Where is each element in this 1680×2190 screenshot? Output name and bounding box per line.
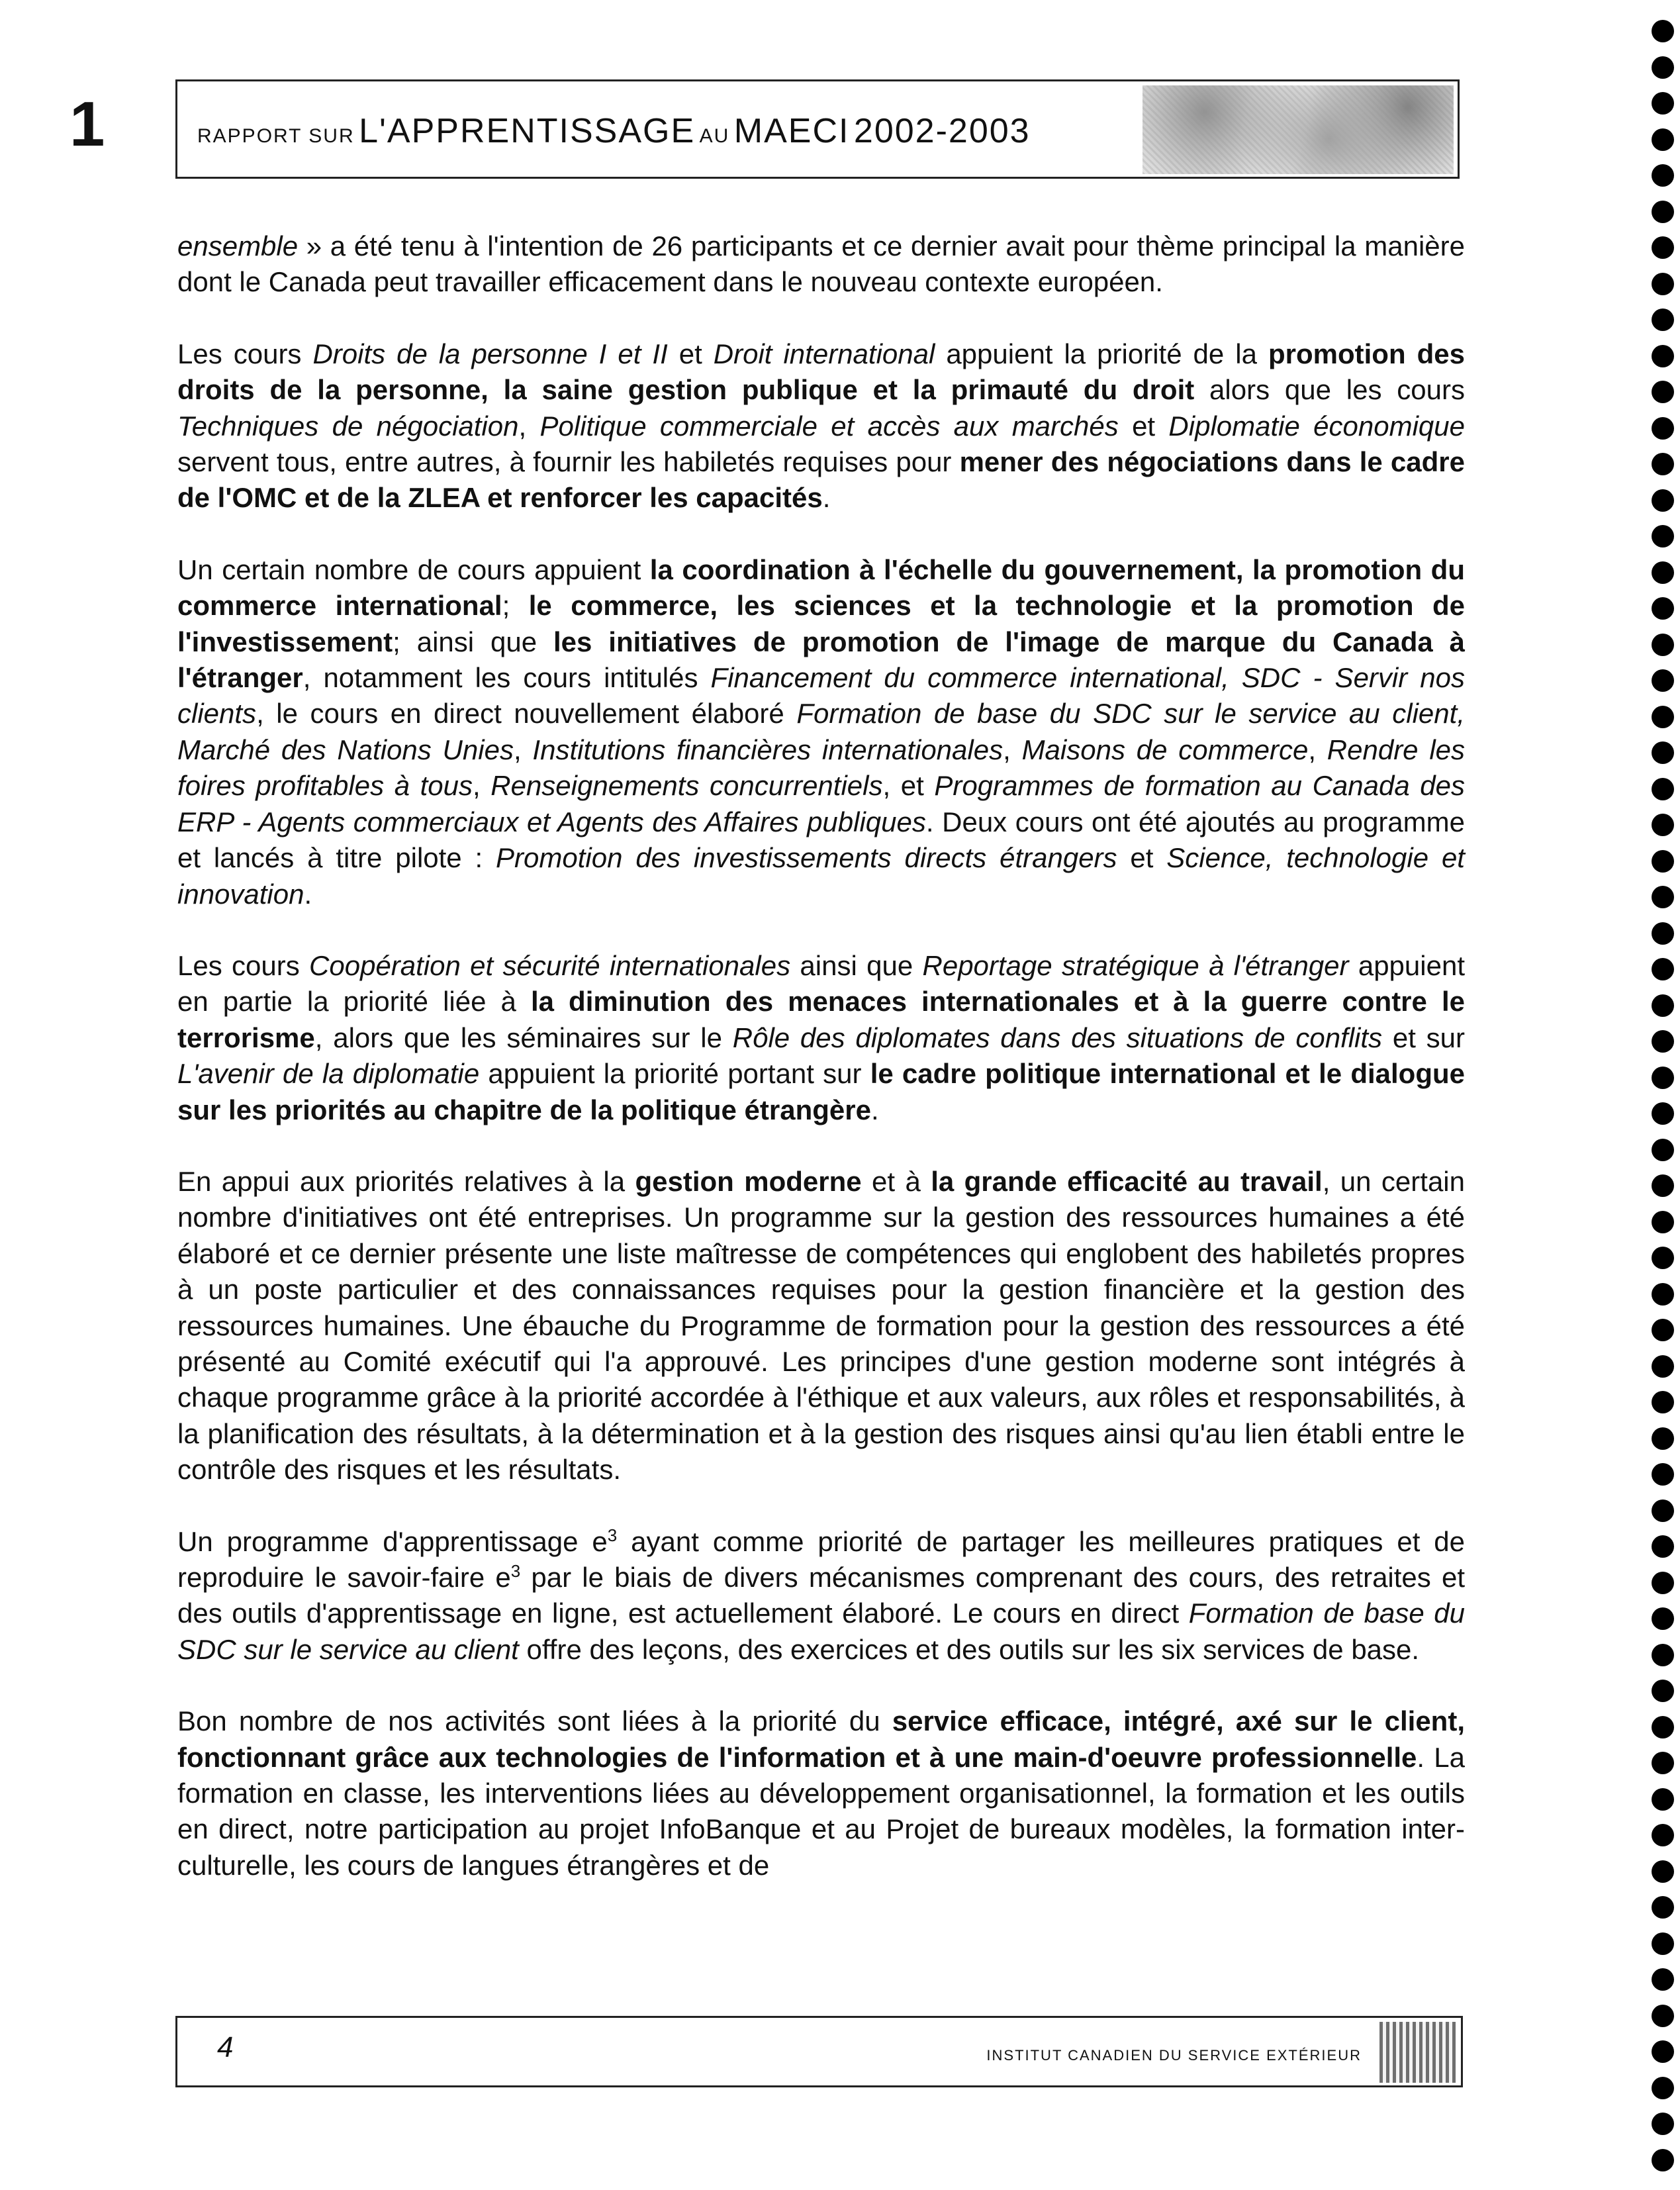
text-run: Bon nombre de nos activités sont liées à la priorité du: [177, 1705, 892, 1737]
text-run: appuient la priorité portant sur: [479, 1058, 870, 1090]
text-run: .: [870, 1094, 879, 1125]
italic-text: Institutions financières internationales: [532, 734, 1003, 765]
binding-hole: [1652, 1500, 1674, 1522]
superscript: 3: [510, 1561, 521, 1581]
binding-hole: [1652, 1139, 1674, 1161]
binding-hole: [1652, 1535, 1674, 1558]
binding-hole: [1652, 1968, 1674, 1991]
binding-hole: [1652, 1283, 1674, 1306]
text-run: ;: [502, 590, 529, 622]
binding-hole: [1652, 489, 1674, 512]
bold-text: le cadre politique international et le dialogue sur les priorités au chapitre de la politique étrangère: [177, 1058, 1465, 1125]
binding-hole: [1652, 1572, 1674, 1594]
institute-logo-icon: [1379, 2022, 1456, 2083]
binding-hole: [1652, 2005, 1674, 2027]
paragraph: [177, 552, 1465, 912]
paragraph: [177, 948, 1465, 1128]
binding-hole: [1652, 2113, 1674, 2135]
binding-hole: [1652, 814, 1674, 836]
binding-hole: [1652, 634, 1674, 656]
binding-hole: [1652, 56, 1674, 79]
binding-hole: [1652, 417, 1674, 440]
text-run: ayant comme priorité de partager les meilleures pratiques et de reproduire le savoir-faire e: [177, 1525, 1466, 1593]
text-run: et: [1117, 842, 1167, 874]
paragraph: [177, 1524, 1465, 1668]
binding-hole: [1652, 236, 1674, 259]
italic-text: Promotion des investissements directs étrangers: [496, 842, 1117, 874]
binding-hole: [1652, 1644, 1674, 1666]
binding-hole: [1652, 1788, 1674, 1811]
binding-hole: [1652, 345, 1674, 367]
text-run: appuient la priorité de la: [935, 338, 1268, 369]
binding-hole: [1652, 1067, 1674, 1089]
binding-hole: [1652, 1607, 1674, 1630]
binding-hole: [1652, 1247, 1674, 1269]
bold-text: promotion des droits de la personne, la saine gestion publique et la primauté du droit: [177, 338, 1465, 406]
binding-hole: [1652, 309, 1674, 331]
footer-institute-name: INSTITUT CANADIEN DU SERVICE EXTÉRIEUR: [986, 2047, 1362, 2064]
text-run: . La formation en classe, les interventions liées au développement organisationnel, la formation et les outils en direct, notre participation au projet InfoBanque et au Projet de bureaux modèles, la formation inter-culturelle, les cours de langues étrangères et de: [177, 1741, 1465, 1881]
italic-text: Science, technologie et innovation: [177, 842, 1465, 910]
header-org: MAECI: [733, 112, 850, 150]
text-run: et sur: [1382, 1022, 1465, 1053]
italic-text: Financement du commerce international, SDC - Servir nos clients: [177, 662, 1465, 730]
body-text: [177, 228, 1465, 1919]
italic-text: Programmes de formation au Canada des ERP - Agents commerciaux et Agents des Affaires publiques: [177, 770, 1466, 837]
text-run: , le cours en direct nouvellement élaboré: [256, 698, 797, 730]
binding-hole: [1652, 741, 1674, 764]
italic-text: Politique commerciale et accès aux marchés: [539, 410, 1119, 442]
binding-hole: [1652, 886, 1674, 908]
binding-hole: [1652, 778, 1674, 800]
text-run: » a été tenu à l'intention de 26 participants et ce dernier avait pour thème principal la manière dont le Canada peut travailler efficacement dans le nouveau contexte européen.: [177, 230, 1465, 298]
paragraph: [177, 1164, 1465, 1488]
text-run: et: [1118, 410, 1169, 442]
text-run: alors que les cours: [1194, 374, 1465, 406]
italic-text: Droits de la personne I et II: [312, 338, 668, 369]
bold-text: service efficace, intégré, axé sur le client, fonctionnant grâce aux technologies de l'information et à une main-d'oeuvre professionnelle: [177, 1705, 1465, 1773]
binding-hole: [1652, 1211, 1674, 1233]
text-run: Les cours: [177, 338, 313, 369]
text-run: et à: [861, 1165, 931, 1197]
italic-text: Reportage stratégique à l'étranger: [922, 949, 1349, 981]
bold-text: mener des négociations dans le cadre de l'OMC et de la ZLEA et renforcer les capacités: [177, 446, 1465, 514]
binding-hole: [1652, 994, 1674, 1017]
text-run: servent tous, entre autres, à fournir les habiletés requises pour: [177, 446, 960, 478]
binding-hole: [1652, 706, 1674, 728]
binding-hole: [1652, 850, 1674, 873]
page-header: [175, 79, 1460, 179]
bold-text: la diminution des menaces internationales et à la guerre contre le terrorisme: [177, 986, 1465, 1053]
italic-text: Droit international: [713, 338, 935, 369]
text-run: par le biais de divers mécanismes comprenant des cours, des retraites et des outils d'apprentissage en ligne, est actuellement élaboré. Le cours en direct: [177, 1562, 1466, 1629]
header-title-main: L'APPRENTISSAGE: [359, 112, 696, 150]
text-run: Les cours: [177, 949, 310, 981]
text-run: ,: [1308, 734, 1327, 765]
binding-hole: [1652, 201, 1674, 223]
header-decorative-texture: [1143, 85, 1454, 174]
binding-hole: [1652, 2040, 1674, 2063]
binding-hole: [1652, 958, 1674, 980]
binding-hole: [1652, 1030, 1674, 1053]
text-run: ; ainsi que: [393, 626, 553, 657]
binding-hole: [1652, 128, 1674, 151]
binding-hole: [1652, 561, 1674, 584]
binding-hole: [1652, 1319, 1674, 1341]
binding-hole: [1652, 669, 1674, 692]
text-run: offre des leçons, des exercices et des outils sur les six services de base.: [518, 1633, 1420, 1665]
page-number: 4: [217, 2031, 234, 2064]
italic-text: Renseignements concurrentiels: [490, 770, 883, 802]
binding-hole: [1652, 1860, 1674, 1883]
superscript: 3: [607, 1525, 618, 1545]
italic-text: L'avenir de la diplomatie: [177, 1058, 480, 1090]
binding-hole: [1652, 1174, 1674, 1197]
text-run: appuient en partie la priorité liée à: [177, 949, 1465, 1018]
page-footer: [175, 2016, 1463, 2087]
bold-text: le commerce, les sciences et la technologie et la promotion de l'investissement: [177, 590, 1465, 657]
bold-text: la grande efficacité au travail: [931, 1165, 1323, 1197]
binding-hole: [1652, 922, 1674, 945]
text-run: , alors que les séminaires sur le: [314, 1022, 733, 1053]
binding-hole: [1652, 1427, 1674, 1450]
italic-text: Formation de base du SDC sur le service au client, Marché des Nations Unies: [177, 698, 1465, 765]
text-run: En appui aux priorités relatives à la: [177, 1165, 635, 1197]
binding-hole: [1652, 2077, 1674, 2099]
binding-hole: [1652, 381, 1674, 403]
text-run: ainsi que: [790, 949, 923, 981]
bold-text: gestion moderne: [635, 1165, 862, 1197]
paragraph: [177, 1703, 1465, 1883]
chapter-marker: 1: [70, 89, 105, 160]
italic-text: Diplomatie économique: [1168, 410, 1465, 442]
italic-text: Rôle des diplomates dans des situations de conflits: [732, 1022, 1383, 1053]
binding-hole: [1652, 2149, 1674, 2171]
binding-hole: [1652, 597, 1674, 620]
binding-hole: [1652, 1355, 1674, 1378]
text-run: , un certain nombre d'initiatives ont été entreprises. Un programme sur la gestion des ressources humaines a été élaboré et ce dernier présente une liste maîtresse de compétences qui englobent des habiletés propres à un poste particulier et des connaissances requises pour la gestion financière et la gestion des ressources humaines. Une ébauche du Programme de formation pour la gestion des ressources a été présenté au Comité exécutif qui l'a approuvé. Les principes d'une gestion moderne sont intégrés à chaque programme grâce à la priorité accordée à l'éthique et aux valeurs, aux rôles et responsabilités, à la planification des résultats, à la détermination et à la gestion des risques ainsi qu'au lien établi entre le contrôle des risques et les résultats.: [177, 1165, 1465, 1486]
binding-hole: [1652, 1102, 1674, 1125]
text-run: , et: [882, 770, 935, 802]
binding-hole: [1652, 1752, 1674, 1774]
text-run: , notamment les cours intitulés: [303, 662, 711, 694]
header-years: 2002-2003: [853, 112, 1031, 150]
text-run: . Deux cours ont été ajoutés au programme et lancés à titre pilote :: [177, 806, 1465, 874]
text-run: Un certain nombre de cours appuient: [177, 553, 650, 585]
text-run: ,: [513, 734, 533, 765]
italic-text: Rendre les foires profitables à tous: [177, 734, 1466, 802]
header-title: [197, 111, 1031, 151]
binding-hole: [1652, 1896, 1674, 1919]
header-connector: AU: [699, 125, 730, 147]
binding-hole: [1652, 20, 1674, 42]
binding-hole: [1652, 273, 1674, 295]
italic-text: Techniques de négociation: [177, 410, 519, 442]
italic-text: Coopération et sécurité internationales: [309, 949, 791, 981]
text-run: ,: [518, 410, 540, 442]
binding-hole: [1652, 92, 1674, 115]
italic-text: Formation de base du SDC sur le service au client: [177, 1597, 1465, 1665]
bold-text: la coordination à l'échelle du gouvernement, la promotion du commerce international: [177, 553, 1465, 622]
bold-text: les initiatives de promotion de l'image de marque du Canada à l'étranger: [177, 626, 1465, 694]
italic-text: Maisons de commerce: [1021, 734, 1309, 765]
binding-hole: [1652, 1824, 1674, 1846]
header-prefix: RAPPORT SUR: [197, 125, 355, 147]
text-run: et: [667, 338, 714, 369]
text-run: ,: [1003, 734, 1022, 765]
text-run: ,: [472, 770, 491, 802]
binding-hole: [1652, 525, 1674, 548]
binding-hole: [1652, 1932, 1674, 1955]
binding-hole: [1652, 1716, 1674, 1738]
italic-text: ensemble: [177, 230, 299, 262]
text-run: .: [304, 878, 312, 910]
paragraph: [177, 228, 1465, 301]
binding-hole: [1652, 1680, 1674, 1702]
binding-hole: [1652, 1391, 1674, 1413]
binding-hole: [1652, 1463, 1674, 1486]
binding-hole: [1652, 453, 1674, 475]
text-run: Un programme d'apprentissage e: [177, 1525, 608, 1557]
text-run: .: [822, 482, 831, 514]
binding-hole: [1652, 164, 1674, 187]
binding-holes: [1652, 7, 1678, 2185]
paragraph: [177, 336, 1465, 516]
